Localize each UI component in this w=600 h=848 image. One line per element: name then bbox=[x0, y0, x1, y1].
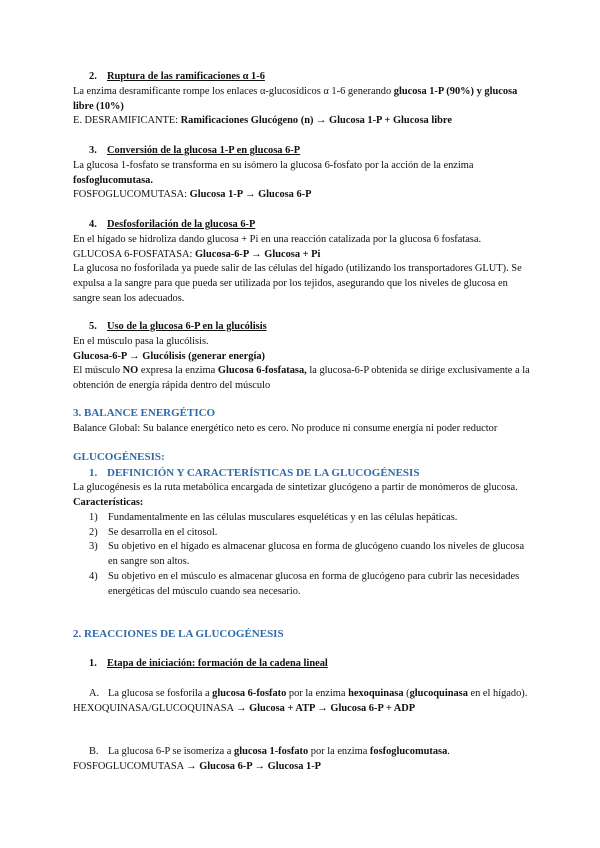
section-balance bbox=[73, 406, 533, 436]
paragraph: El músculo NO expresa la enzima Glucosa 6-fosfatasa, la glucosa-6-P obtenida se dirige exclusivamente a la obtención de energía rápida dentro del músculo bbox=[73, 365, 530, 392]
equation: E. DESRAMIFICANTE: Ramificaciones Glucógeno (n) → Glucosa 1-P + Glucosa libre bbox=[73, 115, 452, 127]
subheading: 2. Ruptura de las ramificaciones α 1-6 bbox=[89, 71, 265, 82]
list-item: 1) Fundamentalmente en las células musculares esqueléticas y en las células hepáticas. bbox=[89, 511, 458, 523]
subheading-title: Ruptura de las ramificaciones α 1-6 bbox=[107, 71, 265, 82]
paragraph: A. La glucosa se fosforila a glucosa 6-fosfato por la enzima hexoquinasa (glucoquinasa en el hígado). bbox=[89, 688, 528, 699]
subheading-title: Conversión de la glucosa 1-P en glucosa 6-P bbox=[107, 145, 301, 156]
paragraph: B. La glucosa 6-P se isomeriza a glucosa 1-fosfato por la enzima fosfoglucomutasa. bbox=[89, 746, 450, 757]
step-b bbox=[73, 745, 533, 775]
characteristics-list bbox=[73, 511, 533, 600]
section-heading: GLUCOGÉNESIS: bbox=[73, 451, 165, 463]
subheading-title: Etapa de iniciación: formación de la cadena lineal bbox=[107, 658, 328, 669]
section-heading: 2. REACCIONES DE LA GLUCOGÉNESIS bbox=[73, 628, 284, 640]
paragraph: Balance Global: Su balance energético neto es cero. No produce ni consume energía ni poder reductor bbox=[73, 422, 498, 434]
equation: HEXOQUINASA/GLUCOQUINASA → Glucosa + ATP → Glucosa 6-P + ADP bbox=[73, 702, 416, 714]
section-heading: 3. BALANCE ENERGÉTICO bbox=[73, 407, 216, 419]
equation: FOSFOGLUCOMUTASA: Glucosa 1-P → Glucosa 6-P bbox=[73, 189, 312, 201]
subheading-title: Desfosforilación de la glucosa 6-P bbox=[107, 219, 256, 230]
section-glucogenesis bbox=[73, 450, 533, 599]
subheading: 3. Conversión de la glucosa 1-P en glucosa 6-P bbox=[89, 145, 301, 156]
section-uso-glucolisis bbox=[73, 320, 533, 394]
paragraph: La glucosa no fosforilada ya puede salir de las células del hígado (utilizando los transportadores GLUT). Se expulsa a la sangre para que pueda ser utilizada por los tejidos, asegurando que los niveles de glucosa en sangre sean los adecuados. bbox=[73, 263, 522, 304]
equation: GLUCOSA 6-FOSFATASA: Glucosa-6-P → Glucosa + Pi bbox=[73, 248, 321, 260]
equation: FOSFOGLUCOMUTASA → Glucosa 6-P → Glucosa 1-P bbox=[73, 760, 322, 772]
list-item: 2) Se desarrolla en el citosol. bbox=[89, 526, 218, 538]
subheading-title: Uso de la glucosa 6-P en la glucólisis bbox=[107, 321, 267, 332]
subheading: 4. Desfosforilación de la glucosa 6-P bbox=[89, 219, 256, 230]
subheading: 5. Uso de la glucosa 6-P en la glucólisis bbox=[89, 321, 267, 332]
paragraph: La glucogénesis es la ruta metabólica encargada de sintetizar glucógeno a partir de monómeros de glucosa. bbox=[73, 482, 518, 494]
paragraph: En el hígado se hidroliza dando glucosa + Pi en una reacción catalizada por la glucosa 6 fosfatasa. bbox=[73, 233, 482, 245]
step-a bbox=[73, 687, 533, 717]
paragraph: La enzima desramificante rompe los enlaces α-glucosídicos α 1-6 generando glucosa 1-P (90%) y glucosa libre (10%) bbox=[73, 85, 518, 112]
section-desfosforilacion bbox=[73, 218, 533, 307]
label: Características: bbox=[73, 496, 144, 508]
section-reacciones bbox=[73, 627, 533, 643]
subheading: 1. Etapa de iniciación: formación de la cadena lineal bbox=[89, 658, 328, 669]
subheading-title: DEFINICIÓN Y CARACTERÍSTICAS DE LA GLUCOGÉNESIS bbox=[107, 466, 420, 479]
section-ruptura bbox=[73, 70, 533, 129]
list-item: 4) Su objetivo en el músculo es almacenar glucosa en forma de glucógeno para cubrir las necesidades energéticas del músculo cuando sea necesario. bbox=[89, 570, 520, 597]
etapa-iniciacion bbox=[73, 657, 533, 672]
list-item: 3) Su objetivo en el hígado es almacenar glucosa en forma de glucógeno cuando los niveles de glucosa en sangre son altos. bbox=[89, 541, 525, 568]
paragraph: En el músculo pasa la glucólisis. bbox=[73, 335, 209, 347]
paragraph: La glucosa 1-fosfato se transforma en su isómero la glucosa 6-fosfato por la acción de la enzima fosfoglucomutasa. bbox=[73, 159, 474, 186]
section-conversion bbox=[73, 144, 533, 203]
equation: Glucosa-6-P → Glucólisis (generar energía) bbox=[73, 350, 266, 362]
subheading: 1. DEFINICIÓN Y CARACTERÍSTICAS DE LA GLUCOGÉNESIS bbox=[89, 466, 420, 479]
